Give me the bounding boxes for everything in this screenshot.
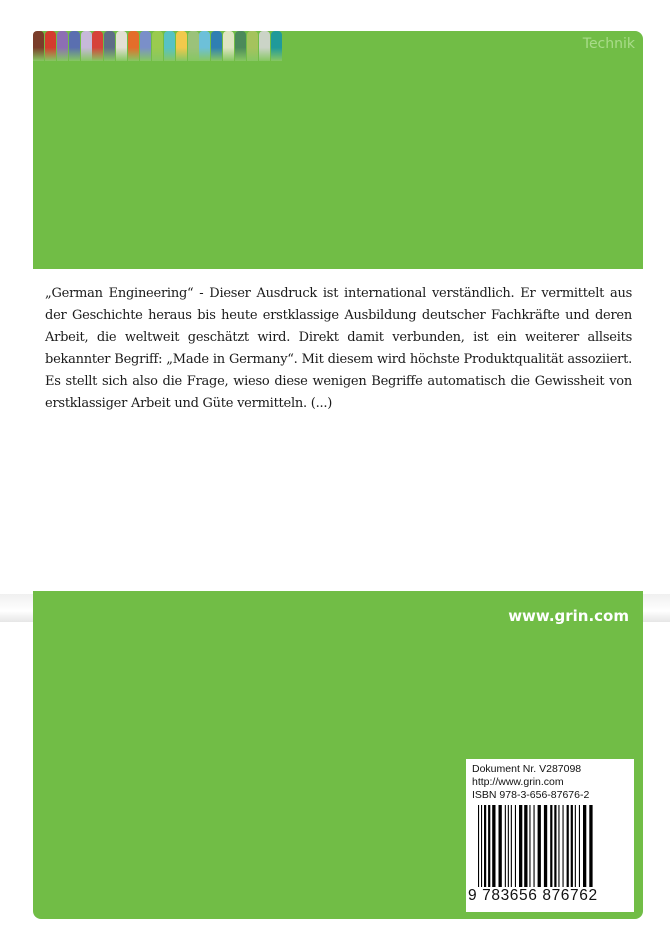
color-tab [128, 31, 139, 61]
color-tab [164, 31, 175, 61]
barcode-box [466, 759, 634, 912]
document-number: Dokument Nr. V287098 [472, 763, 582, 775]
color-tabs-strip [33, 31, 283, 61]
color-tab [247, 31, 258, 61]
document-url: http://www.grin.com [472, 776, 564, 788]
color-tab [259, 31, 270, 61]
color-tab [152, 31, 163, 61]
bottom-green-band [33, 591, 643, 919]
barcode-digits: 9 783656 876762 [468, 887, 598, 904]
color-tab [235, 31, 246, 61]
color-tab [188, 31, 199, 61]
blurb-panel [33, 269, 643, 594]
book-back-cover [33, 31, 643, 919]
color-tab [92, 31, 103, 61]
color-tab [223, 31, 234, 61]
color-tab [104, 31, 115, 61]
color-tab [45, 31, 56, 61]
color-tab [199, 31, 210, 61]
color-tab [211, 31, 222, 61]
color-tab [57, 31, 68, 61]
color-tab [140, 31, 151, 61]
color-tab [81, 31, 92, 61]
category-label: Technik [582, 36, 635, 52]
publisher-url: www.grin.com [508, 607, 629, 625]
barcode-bars [478, 805, 626, 887]
color-tab [33, 31, 44, 61]
color-tab [176, 31, 187, 61]
color-tab [271, 31, 282, 61]
color-tab [69, 31, 80, 61]
isbn-number: ISBN 978-3-656-87676-2 [472, 789, 590, 801]
top-green-band [33, 31, 643, 269]
blurb-text: „German Engineering“ - Dieser Ausdruck ist international verständlich. Er vermittelt aus der Geschichte heraus bis heute erstklassige Ausbildung deutscher Fachkräfte und deren Arbeit, die weltweit geschätzt wird. Direkt damit verbunden, ist ein weiterer allseits bekannter Begriff: „Made in Germany“. Mit diesem wird höchste Produktqualität assoziiert. Es stellt sich also die Frage, wieso diese wenigen Begriffe automatisch die Gewissheit von erstklassiger Arbeit und Güte vermitteln. (...) [45, 286, 632, 411]
color-tab [116, 31, 127, 61]
